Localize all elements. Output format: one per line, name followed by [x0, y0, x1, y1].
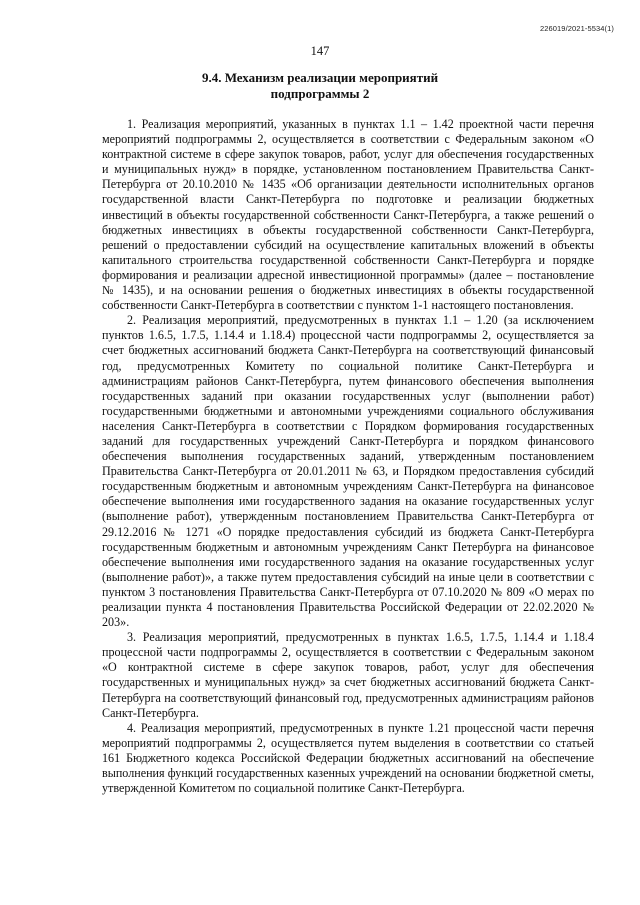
- section-title-line-2: подпрограммы 2: [270, 86, 370, 101]
- section-title-line-1: 9.4. Механизм реализации мероприятий: [201, 70, 439, 85]
- paragraph-2: 2. Реализация мероприятий, предусмотренных в пунктах 1.1 – 1.20 (за исключением пунктов 1.6.5, 1.7.5, 1.14.4 и 1.18.4) процессной части подпрограммы 2, осуществляется за счет бюджетных ассигнований бюджета Санкт-Петербурга на соответствующий финансовый год, предусмотренных Комитету по социальной политике Санкт-Петербурга и администрациям районов Санкт-Петербурга, путем финансового обеспечения выполнения государственных заданий при оказании государственных услуг (выполнении работ) государственными бюджетными и автономными учреждениями социального обслуживания населения Санкт-Петербурга в соответствии с Порядком формирования государственных заданий для государственных учреждений Санкт-Петербурга и порядком финансового обеспечения выполнения государственных заданий, утвержденным постановлением Правительства Санкт-Петербурга от 20.01.2011 № 63, и Порядком предоставления субсидий государственным бюджетным и автономным учреждениям Санкт-Петербурга на финансовое обеспечение выполнения ими государственного задания на оказание государственных услуг (выполнение работ), утвержденным постановлением Правительства Санкт-Петербурга от 29.12.2016 № 1271 «О порядке предоставления субсидий из бюджета Санкт-Петербурга государственным бюджетным и автономным учреждениям Санкт Петербурга на финансовое обеспечение выполнения ими государственного задания на оказание государственных услуг (выполнение работ)», а также путем предоставления субсидий на иные цели в соответствии с пунктом 3 постановления Правительства Санкт-Петербурга от 07.10.2020 № 809 «О мерах по реализации пункта 4 постановления Правительства Российской Федерации от 22.02.2020 № 203».: [102, 313, 594, 630]
- page-number: 147: [310, 44, 330, 58]
- section-title: [120, 70, 520, 102]
- paragraph-4: 4. Реализация мероприятий, предусмотренных в пункте 1.21 процессной части перечня мероприятий подпрограммы 2, осуществляется путем выделения в соответствии со статьей 161 Бюджетного кодекса Российской Федерации бюджетных ассигнований на обеспечение выполнения функций государственных казенных учреждений на основании бюджетной сметы, утвержденной Комитетом по социальной политике Санкт-Петербурга.: [102, 720, 594, 796]
- document-registration-stamp: 226019/2021-5534(1): [539, 24, 614, 33]
- paragraph-3: 3. Реализация мероприятий, предусмотренных в пунктах 1.6.5, 1.7.5, 1.14.4 и 1.18.4 процессной части подпрограммы 2, осуществляется в соответствии с Федеральным законом «О контрактной системе в сфере закупок товаров, работ, услуг для обеспечения государственных и муниципальных нужд» за счет бюджетных ассигнований бюджета Санкт-Петербурга на соответствующий финансовый год, предусмотренных администрациям районов Санкт-Петербурга.: [102, 630, 594, 720]
- section-body: [102, 117, 594, 796]
- paragraph-1: 1. Реализация мероприятий, указанных в пунктах 1.1 – 1.42 проектной части перечня мероприятий подпрограммы 2, осуществляется в соответствии с Федеральным законом «О контрактной системе в сфере закупок товаров, работ, услуг для обеспечения государственных и муниципальных нужд» в порядке, установленном постановлением Правительства Санкт-Петербурга от 20.10.2010 № 1435 «Об организации деятельности исполнительных органов государственной власти Санкт-Петербурга по подготовке и реализации бюджетных инвестиций в объекты государственной собственности Санкт-Петербурга, а также решений о бюджетных инвестициях в объекты государственной собственности Санкт-Петербурга, решений о предоставлении субсидий на осуществление капитальных вложений в объекты капитального строительства государственной собственности Санкт-Петербурга и порядке формирования и реализации адресной инвестиционной программы» (далее – постановление № 1435), и на основании решения о бюджетных инвестициях в объекты государственной собственности Санкт-Петербурга в соответствии с пунктом 1-1 настоящего постановления.: [102, 117, 594, 313]
